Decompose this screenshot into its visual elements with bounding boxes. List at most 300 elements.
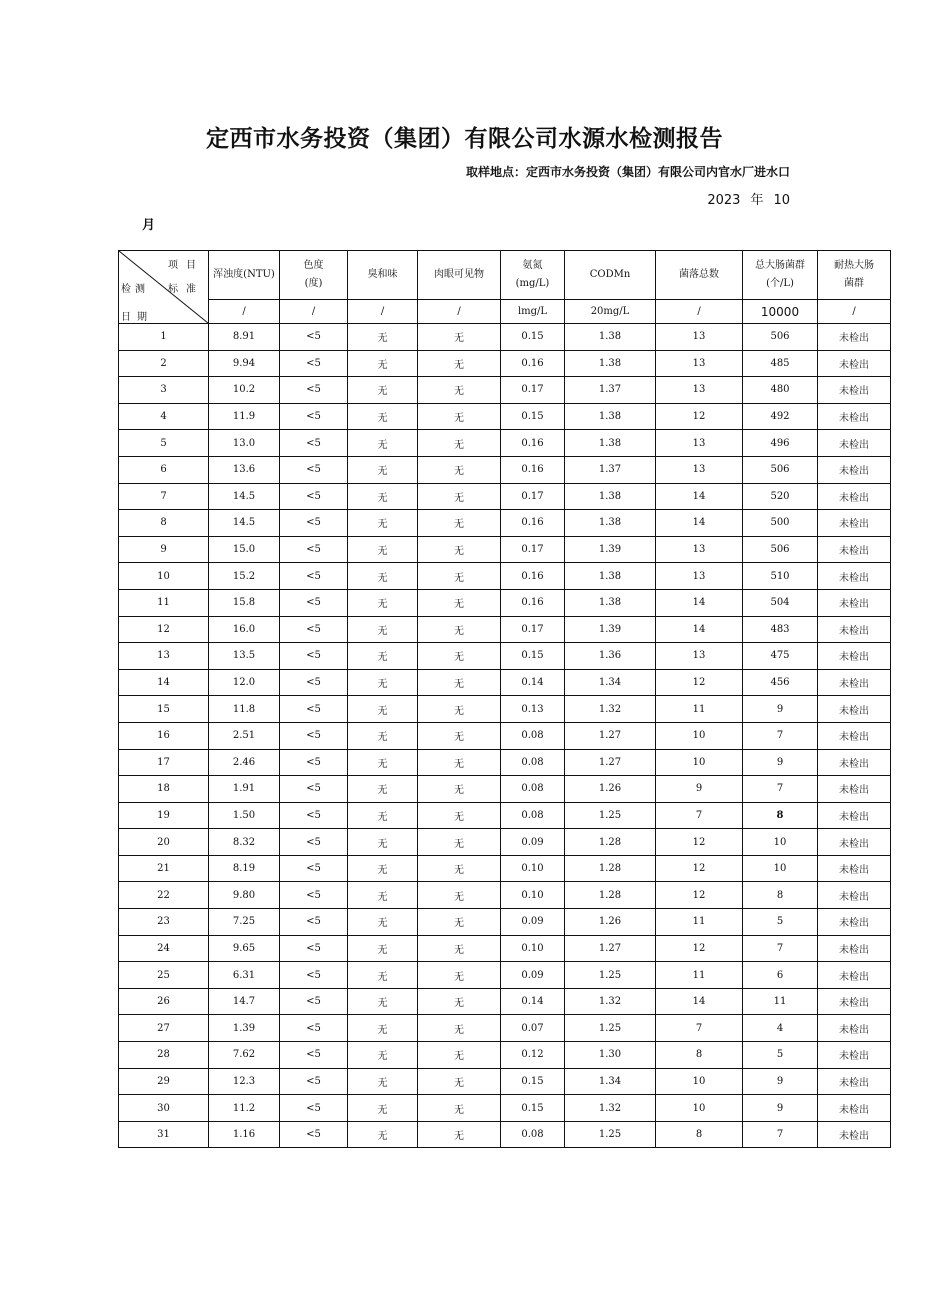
- total-coliform-cell: 8: [743, 882, 818, 909]
- day-cell: 16: [119, 722, 209, 749]
- visible-matter-cell: 无: [418, 802, 501, 829]
- report-month: 10: [773, 193, 790, 208]
- visible-matter-cell: 无: [418, 776, 501, 803]
- color-cell: <5: [280, 909, 348, 936]
- day-cell: 8: [119, 510, 209, 537]
- colony-count-cell: 12: [656, 882, 743, 909]
- colony-count-cell: 14: [656, 589, 743, 616]
- colony-count-cell: 7: [656, 1015, 743, 1042]
- total-coliform-cell: 4: [743, 1015, 818, 1042]
- odor-cell: 无: [348, 510, 418, 537]
- turbidity-cell: 1.16: [209, 1121, 280, 1148]
- visible-matter-cell: 无: [418, 988, 501, 1015]
- turbidity-cell: 1.39: [209, 1015, 280, 1042]
- total-coliform-cell: 9: [743, 1095, 818, 1122]
- sampling-location: 取样地点：定西市水务投资（集团）有限公司内官水厂进水口: [465, 165, 790, 179]
- colony-count-cell: 13: [656, 563, 743, 590]
- odor-cell: 无: [348, 909, 418, 936]
- thermo-coliform-cell: 未检出: [818, 456, 891, 483]
- color-cell: <5: [280, 696, 348, 723]
- thermo-coliform-cell: 未检出: [818, 882, 891, 909]
- total-coliform-cell: 11: [743, 988, 818, 1015]
- standard-cell: /: [280, 300, 348, 324]
- turbidity-cell: 7.25: [209, 909, 280, 936]
- table-row: [119, 430, 891, 457]
- color-cell: <5: [280, 563, 348, 590]
- color-cell: <5: [280, 536, 348, 563]
- visible-matter-cell: 无: [418, 1015, 501, 1042]
- color-cell: <5: [280, 1095, 348, 1122]
- turbidity-cell: 15.8: [209, 589, 280, 616]
- codmn-cell: 1.34: [565, 1068, 656, 1095]
- thermo-coliform-cell: 未检出: [818, 643, 891, 670]
- water-quality-table: [118, 250, 891, 1148]
- day-cell: 23: [119, 909, 209, 936]
- ammonia-cell: 0.16: [501, 510, 565, 537]
- ammonia-cell: 0.16: [501, 589, 565, 616]
- turbidity-cell: 7.62: [209, 1042, 280, 1069]
- turbidity-cell: 13.0: [209, 430, 280, 457]
- color-cell: <5: [280, 855, 348, 882]
- thermo-coliform-cell: 未检出: [818, 1121, 891, 1148]
- total-coliform-cell: 480: [743, 377, 818, 404]
- codmn-cell: 1.28: [565, 829, 656, 856]
- ammonia-cell: 0.17: [501, 483, 565, 510]
- day-cell: 6: [119, 456, 209, 483]
- day-cell: 14: [119, 669, 209, 696]
- table-row: [119, 536, 891, 563]
- visible-matter-cell: 无: [418, 350, 501, 377]
- total-coliform-cell: 10: [743, 829, 818, 856]
- colony-count-cell: 13: [656, 430, 743, 457]
- odor-cell: 无: [348, 696, 418, 723]
- header-row: [119, 251, 891, 300]
- table-row: [119, 643, 891, 670]
- table-row: [119, 1121, 891, 1148]
- table-row: [119, 829, 891, 856]
- total-coliform-cell: 483: [743, 616, 818, 643]
- visible-matter-cell: 无: [418, 563, 501, 590]
- color-cell: <5: [280, 643, 348, 670]
- thermo-coliform-cell: 未检出: [818, 962, 891, 989]
- table-row: [119, 855, 891, 882]
- standard-cell: /: [818, 300, 891, 324]
- turbidity-cell: 2.46: [209, 749, 280, 776]
- codmn-cell: 1.38: [565, 324, 656, 351]
- day-cell: 22: [119, 882, 209, 909]
- day-cell: 2: [119, 350, 209, 377]
- day-cell: 18: [119, 776, 209, 803]
- color-cell: <5: [280, 722, 348, 749]
- turbidity-cell: 13.6: [209, 456, 280, 483]
- total-coliform-cell: 6: [743, 962, 818, 989]
- table-row: [119, 1068, 891, 1095]
- table-row: [119, 377, 891, 404]
- ammonia-cell: 0.15: [501, 324, 565, 351]
- table-row: [119, 510, 891, 537]
- ammonia-cell: 0.10: [501, 855, 565, 882]
- report-date: [697, 189, 790, 208]
- colony-count-cell: 10: [656, 1095, 743, 1122]
- table-row: [119, 1042, 891, 1069]
- visible-matter-cell: 无: [418, 616, 501, 643]
- codmn-cell: 1.27: [565, 722, 656, 749]
- visible-matter-cell: 无: [418, 483, 501, 510]
- thermo-coliform-cell: 未检出: [818, 1042, 891, 1069]
- table-row: [119, 962, 891, 989]
- odor-cell: 无: [348, 829, 418, 856]
- codmn-cell: 1.32: [565, 1095, 656, 1122]
- thermo-coliform-cell: 未检出: [818, 350, 891, 377]
- total-coliform-cell: 506: [743, 536, 818, 563]
- standard-cell: /: [209, 300, 280, 324]
- codmn-cell: 1.28: [565, 855, 656, 882]
- standard-cell: /: [656, 300, 743, 324]
- table-row: [119, 403, 891, 430]
- codmn-cell: 1.38: [565, 563, 656, 590]
- corner-item-label: 项目: [168, 260, 204, 271]
- odor-cell: 无: [348, 1015, 418, 1042]
- odor-cell: 无: [348, 776, 418, 803]
- report-year: 2023: [707, 193, 741, 208]
- corner-header-cell: [119, 251, 209, 324]
- thermo-coliform-cell: 未检出: [818, 855, 891, 882]
- odor-cell: 无: [348, 643, 418, 670]
- visible-matter-cell: 无: [418, 696, 501, 723]
- turbidity-cell: 12.3: [209, 1068, 280, 1095]
- color-cell: <5: [280, 749, 348, 776]
- codmn-cell: 1.25: [565, 1121, 656, 1148]
- color-cell: <5: [280, 669, 348, 696]
- odor-cell: 无: [348, 1042, 418, 1069]
- turbidity-cell: 11.2: [209, 1095, 280, 1122]
- turbidity-cell: 8.91: [209, 324, 280, 351]
- colony-count-cell: 10: [656, 1068, 743, 1095]
- turbidity-cell: 16.0: [209, 616, 280, 643]
- turbidity-cell: 15.2: [209, 563, 280, 590]
- odor-cell: 无: [348, 722, 418, 749]
- turbidity-cell: 1.91: [209, 776, 280, 803]
- color-cell: <5: [280, 324, 348, 351]
- colony-count-cell: 10: [656, 749, 743, 776]
- day-cell: 17: [119, 749, 209, 776]
- visible-matter-cell: 无: [418, 935, 501, 962]
- thermo-coliform-cell: 未检出: [818, 909, 891, 936]
- day-cell: 19: [119, 802, 209, 829]
- color-cell: <5: [280, 510, 348, 537]
- total-coliform-cell: 9: [743, 749, 818, 776]
- visible-matter-cell: 无: [418, 536, 501, 563]
- color-cell: <5: [280, 350, 348, 377]
- thermo-coliform-cell: 未检出: [818, 563, 891, 590]
- thermo-coliform-cell: 未检出: [818, 536, 891, 563]
- colony-count-cell: 12: [656, 403, 743, 430]
- day-cell: 24: [119, 935, 209, 962]
- table-row: [119, 722, 891, 749]
- colony-count-cell: 14: [656, 616, 743, 643]
- visible-matter-cell: 无: [418, 456, 501, 483]
- color-cell: <5: [280, 988, 348, 1015]
- ammonia-cell: 0.17: [501, 536, 565, 563]
- ammonia-cell: 0.15: [501, 403, 565, 430]
- codmn-cell: 1.30: [565, 1042, 656, 1069]
- turbidity-cell: 14.7: [209, 988, 280, 1015]
- color-cell: <5: [280, 377, 348, 404]
- colony-count-cell: 13: [656, 643, 743, 670]
- day-cell: 1: [119, 324, 209, 351]
- turbidity-cell: 9.65: [209, 935, 280, 962]
- codmn-cell: 1.27: [565, 935, 656, 962]
- odor-cell: 无: [348, 456, 418, 483]
- turbidity-cell: 14.5: [209, 483, 280, 510]
- turbidity-cell: 13.5: [209, 643, 280, 670]
- standard-cell: 10000: [743, 300, 818, 324]
- odor-cell: 无: [348, 669, 418, 696]
- turbidity-cell: 15.0: [209, 536, 280, 563]
- odor-cell: 无: [348, 882, 418, 909]
- visible-matter-cell: 无: [418, 1121, 501, 1148]
- codmn-cell: 1.32: [565, 988, 656, 1015]
- table-row: [119, 456, 891, 483]
- table-row: [119, 988, 891, 1015]
- visible-matter-cell: 无: [418, 882, 501, 909]
- odor-cell: 无: [348, 1121, 418, 1148]
- turbidity-cell: 8.32: [209, 829, 280, 856]
- codmn-cell: 1.28: [565, 882, 656, 909]
- codmn-cell: 1.25: [565, 802, 656, 829]
- codmn-cell: 1.37: [565, 377, 656, 404]
- colony-count-cell: 14: [656, 988, 743, 1015]
- color-cell: <5: [280, 483, 348, 510]
- visible-matter-cell: 无: [418, 1095, 501, 1122]
- codmn-cell: 1.36: [565, 643, 656, 670]
- turbidity-cell: 2.51: [209, 722, 280, 749]
- ammonia-cell: 0.13: [501, 696, 565, 723]
- table-row: [119, 324, 891, 351]
- table-row: [119, 1095, 891, 1122]
- visible-matter-cell: 无: [418, 1068, 501, 1095]
- total-coliform-cell: 9: [743, 696, 818, 723]
- odor-cell: 无: [348, 430, 418, 457]
- turbidity-cell: 9.94: [209, 350, 280, 377]
- ammonia-cell: 0.14: [501, 988, 565, 1015]
- standard-cell: lmg/L: [501, 300, 565, 324]
- total-coliform-cell: 520: [743, 483, 818, 510]
- total-coliform-cell: 5: [743, 1042, 818, 1069]
- total-coliform-cell: 7: [743, 935, 818, 962]
- header-codmn: CODMn: [565, 251, 656, 300]
- header-color: 色度(度): [280, 251, 348, 300]
- thermo-coliform-cell: 未检出: [818, 935, 891, 962]
- color-cell: <5: [280, 829, 348, 856]
- codmn-cell: 1.38: [565, 430, 656, 457]
- colony-count-cell: 8: [656, 1042, 743, 1069]
- codmn-cell: 1.38: [565, 589, 656, 616]
- header-total-coliform: 总大肠菌群(个/L): [743, 251, 818, 300]
- turbidity-cell: 11.9: [209, 403, 280, 430]
- codmn-cell: 1.38: [565, 483, 656, 510]
- color-cell: <5: [280, 1068, 348, 1095]
- header-ammonia: 氨氮(mg/L): [501, 251, 565, 300]
- odor-cell: 无: [348, 1068, 418, 1095]
- table-row: [119, 483, 891, 510]
- ammonia-cell: 0.16: [501, 563, 565, 590]
- ammonia-cell: 0.08: [501, 1121, 565, 1148]
- day-cell: 29: [119, 1068, 209, 1095]
- colony-count-cell: 9: [656, 776, 743, 803]
- turbidity-cell: 9.80: [209, 882, 280, 909]
- odor-cell: 无: [348, 563, 418, 590]
- total-coliform-cell: 492: [743, 403, 818, 430]
- thermo-coliform-cell: 未检出: [818, 749, 891, 776]
- color-cell: <5: [280, 935, 348, 962]
- day-cell: 30: [119, 1095, 209, 1122]
- visible-matter-cell: 无: [418, 722, 501, 749]
- ammonia-cell: 0.17: [501, 616, 565, 643]
- color-cell: <5: [280, 616, 348, 643]
- odor-cell: 无: [348, 1095, 418, 1122]
- ammonia-cell: 0.14: [501, 669, 565, 696]
- ammonia-cell: 0.16: [501, 430, 565, 457]
- visible-matter-cell: 无: [418, 1042, 501, 1069]
- color-cell: <5: [280, 882, 348, 909]
- turbidity-cell: 12.0: [209, 669, 280, 696]
- visible-matter-cell: 无: [418, 643, 501, 670]
- table-row: [119, 776, 891, 803]
- odor-cell: 无: [348, 403, 418, 430]
- day-cell: 15: [119, 696, 209, 723]
- odor-cell: 无: [348, 855, 418, 882]
- total-coliform-cell: 7: [743, 722, 818, 749]
- day-cell: 26: [119, 988, 209, 1015]
- day-cell: 4: [119, 403, 209, 430]
- day-cell: 21: [119, 855, 209, 882]
- thermo-coliform-cell: 未检出: [818, 1015, 891, 1042]
- thermo-coliform-cell: 未检出: [818, 483, 891, 510]
- standard-cell: /: [348, 300, 418, 324]
- table-row: [119, 669, 891, 696]
- odor-cell: 无: [348, 536, 418, 563]
- color-cell: <5: [280, 589, 348, 616]
- odor-cell: 无: [348, 483, 418, 510]
- report-title: 定西市水务投资（集团）有限公司水源水检测报告: [206, 126, 723, 152]
- day-cell: 13: [119, 643, 209, 670]
- total-coliform-cell: 456: [743, 669, 818, 696]
- ammonia-cell: 0.16: [501, 456, 565, 483]
- visible-matter-cell: 无: [418, 324, 501, 351]
- visible-matter-cell: 无: [418, 510, 501, 537]
- ammonia-cell: 0.10: [501, 935, 565, 962]
- day-cell: 27: [119, 1015, 209, 1042]
- day-cell: 5: [119, 430, 209, 457]
- colony-count-cell: 14: [656, 510, 743, 537]
- table-row: [119, 909, 891, 936]
- corner-date-label: 日期: [121, 312, 153, 323]
- table-row: [119, 616, 891, 643]
- ammonia-cell: 0.12: [501, 1042, 565, 1069]
- day-cell: 3: [119, 377, 209, 404]
- standard-row: [119, 300, 891, 324]
- ammonia-cell: 0.08: [501, 776, 565, 803]
- color-cell: <5: [280, 1015, 348, 1042]
- colony-count-cell: 8: [656, 1121, 743, 1148]
- turbidity-cell: 11.8: [209, 696, 280, 723]
- table-row: [119, 802, 891, 829]
- ammonia-cell: 0.15: [501, 1068, 565, 1095]
- thermo-coliform-cell: 未检出: [818, 776, 891, 803]
- visible-matter-cell: 无: [418, 589, 501, 616]
- codmn-cell: 1.32: [565, 696, 656, 723]
- turbidity-cell: 6.31: [209, 962, 280, 989]
- odor-cell: 无: [348, 988, 418, 1015]
- total-coliform-cell: 510: [743, 563, 818, 590]
- codmn-cell: 1.34: [565, 669, 656, 696]
- colony-count-cell: 12: [656, 829, 743, 856]
- color-cell: <5: [280, 1042, 348, 1069]
- table-row: [119, 350, 891, 377]
- colony-count-cell: 12: [656, 855, 743, 882]
- thermo-coliform-cell: 未检出: [818, 589, 891, 616]
- colony-count-cell: 13: [656, 536, 743, 563]
- visible-matter-cell: 无: [418, 377, 501, 404]
- odor-cell: 无: [348, 324, 418, 351]
- header-odor: 臭和味: [348, 251, 418, 300]
- codmn-cell: 1.38: [565, 350, 656, 377]
- ammonia-cell: 0.15: [501, 643, 565, 670]
- visible-matter-cell: 无: [418, 403, 501, 430]
- odor-cell: 无: [348, 935, 418, 962]
- day-cell: 20: [119, 829, 209, 856]
- table-row: [119, 589, 891, 616]
- codmn-cell: 1.38: [565, 403, 656, 430]
- codmn-cell: 1.25: [565, 1015, 656, 1042]
- visible-matter-cell: 无: [418, 430, 501, 457]
- table-row: [119, 1015, 891, 1042]
- thermo-coliform-cell: 未检出: [818, 669, 891, 696]
- header-turbidity: 浑浊度(NTU): [209, 251, 280, 300]
- colony-count-cell: 11: [656, 962, 743, 989]
- codmn-cell: 1.26: [565, 909, 656, 936]
- day-cell: 28: [119, 1042, 209, 1069]
- colony-count-cell: 13: [656, 456, 743, 483]
- total-coliform-cell: 485: [743, 350, 818, 377]
- thermo-coliform-cell: 未检出: [818, 722, 891, 749]
- thermo-coliform-cell: 未检出: [818, 403, 891, 430]
- odor-cell: 无: [348, 802, 418, 829]
- color-cell: <5: [280, 430, 348, 457]
- table-row: [119, 882, 891, 909]
- corner-detect-label: 检测: [121, 284, 149, 295]
- day-cell: 10: [119, 563, 209, 590]
- odor-cell: 无: [348, 377, 418, 404]
- colony-count-cell: 12: [656, 669, 743, 696]
- colony-count-cell: 11: [656, 909, 743, 936]
- ammonia-cell: 0.08: [501, 722, 565, 749]
- total-coliform-cell: 5: [743, 909, 818, 936]
- ammonia-cell: 0.09: [501, 962, 565, 989]
- ammonia-cell: 0.15: [501, 1095, 565, 1122]
- colony-count-cell: 13: [656, 350, 743, 377]
- ammonia-cell: 0.09: [501, 829, 565, 856]
- header-visible-matter: 肉眼可见物: [418, 251, 501, 300]
- colony-count-cell: 10: [656, 722, 743, 749]
- total-coliform-cell: 506: [743, 456, 818, 483]
- visible-matter-cell: 无: [418, 962, 501, 989]
- ammonia-cell: 0.08: [501, 802, 565, 829]
- visible-matter-cell: 无: [418, 669, 501, 696]
- visible-matter-cell: 无: [418, 829, 501, 856]
- header-colony-count: 菌落总数: [656, 251, 743, 300]
